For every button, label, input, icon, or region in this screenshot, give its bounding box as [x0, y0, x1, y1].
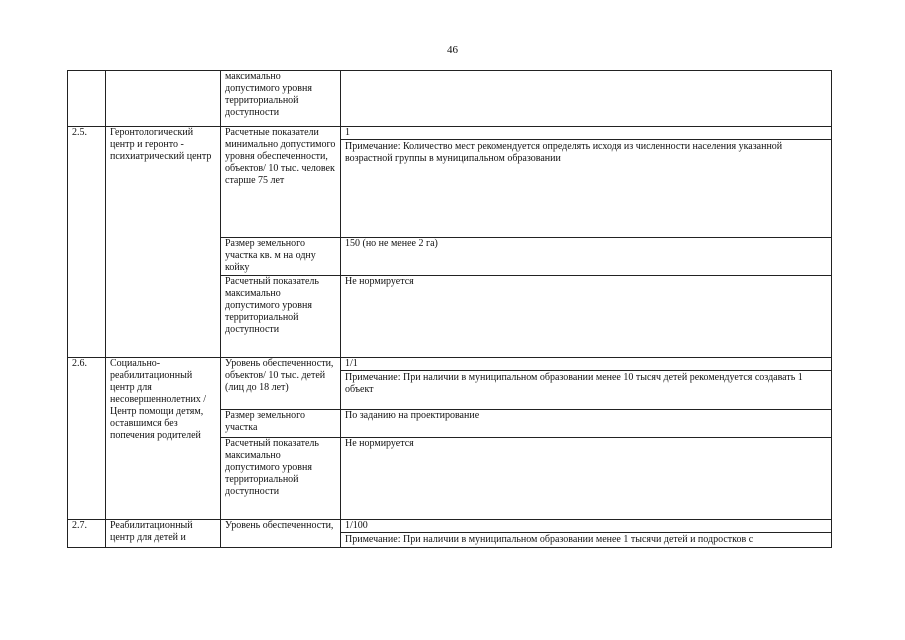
value-cell: По заданию на проектирование: [341, 410, 832, 438]
object-name-cell: Геронтологический центр и геронто - психиатрический центр: [106, 127, 221, 358]
standards-table: [67, 70, 832, 548]
value-text: 1/100: [345, 520, 368, 531]
object-name-cell: Реабилитационный центр для детей и: [106, 520, 221, 548]
note-text: Примечание: При наличии в муниципальном образовании менее 10 тысяч детей рекомендуется создавать 1 объект: [341, 370, 831, 396]
value-cell: [341, 71, 832, 127]
table-row: [68, 71, 832, 127]
value-cell: 150 (но не менее 2 га): [341, 238, 832, 276]
value-cell: Не нормируется: [341, 276, 832, 358]
indicator-cell: Расчетный показатель максимально допустимого уровня территориальной доступности: [221, 438, 341, 520]
value-cell: [341, 127, 832, 238]
indicator-cell: Расчетные показатели минимально допустимого уровня обеспеченности, объектов/ 10 тыс. человек старше 75 лет: [221, 127, 341, 238]
indicator-cell: максимально допустимого уровня территориальной доступности: [221, 71, 341, 127]
value-text: 1: [345, 127, 350, 138]
row-number-cell: 2.5.: [68, 127, 106, 358]
table-row: [68, 520, 832, 548]
page-number: 46: [447, 44, 458, 56]
value-cell: [341, 520, 832, 548]
indicator-cell: Размер земельного участка: [221, 410, 341, 438]
note-text: Примечание: Количество мест рекомендуется определять исходя из численности населения указанной возрастной группы в муниципальном образовании: [341, 139, 831, 165]
object-name-cell: Социально-реабилитационный центр для несовершеннолетних / Центр помощи детям, оставшимся без попечения родителей: [106, 358, 221, 520]
value-cell: [341, 358, 832, 410]
row-number-cell: 2.6.: [68, 358, 106, 520]
value-text: 1/1: [345, 358, 358, 369]
table-row: [68, 127, 832, 238]
row-number-cell: 2.7.: [68, 520, 106, 548]
indicator-cell: Уровень обеспеченности, объектов/ 10 тыс. детей (лиц до 18 лет): [221, 358, 341, 410]
table-row: [68, 358, 832, 410]
row-number-cell: [68, 71, 106, 127]
object-name-cell: [106, 71, 221, 127]
indicator-cell: Уровень обеспеченности,: [221, 520, 341, 548]
indicator-cell: Размер земельного участка кв. м на одну койку: [221, 238, 341, 276]
indicator-cell: Расчетный показатель максимально допустимого уровня территориальной доступности: [221, 276, 341, 358]
value-cell: Не нормируется: [341, 438, 832, 520]
note-text: Примечание: При наличии в муниципальном образовании менее 1 тысячи детей и подростков с: [341, 532, 831, 546]
